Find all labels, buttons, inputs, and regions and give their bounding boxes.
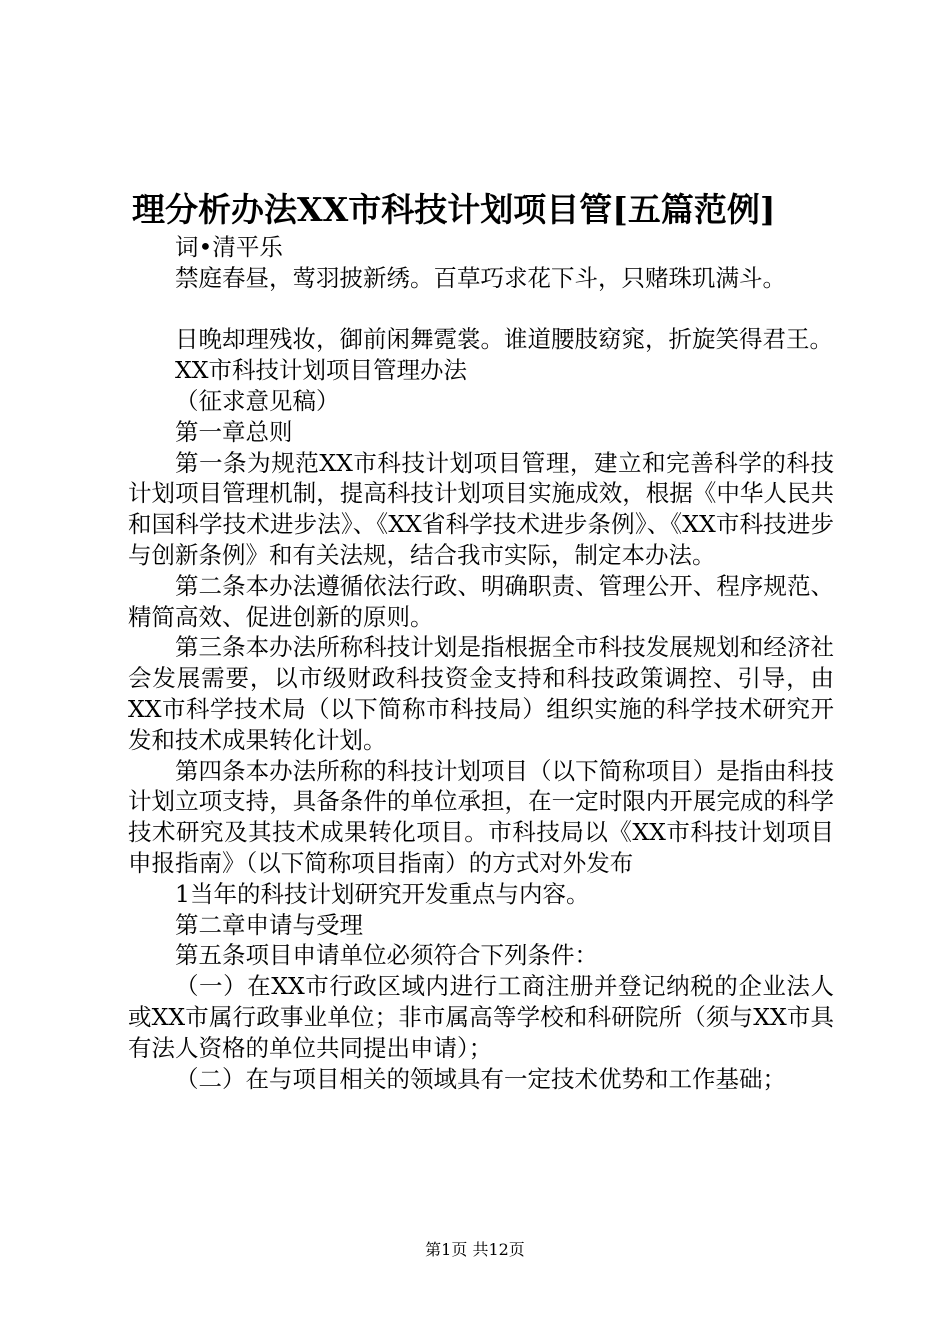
paragraph: 第三条本办法所称科技计划是指根据全市科技发展规划和经济社会发展需要，以市级财政科技资金支持和科技政策调控、引导，由XX市科学技术局（以下简称市科技局）组织实施的科学技术研究开发和技术成果转化计划。 — [128, 633, 834, 754]
page-footer: 第1页 共12页 — [425, 1240, 525, 1259]
paragraph: 词•清平乐 — [175, 233, 283, 261]
paragraph: 第一条为规范XX市科技计划项目管理，建立和完善科学的科技计划项目管理机制，提高科技计划项目实施成效，根据《中华人民共和国科学技术进步法》、《XX省科学技术进步条例》、《XX市科技进步与创新条例》和有关法规，结合我市实际，制定本办法。 — [128, 448, 834, 569]
paragraph: 第四条本办法所称的科技计划项目（以下简称项目）是指由科技计划立项支持，具备条件的单位承担，在一定时限内开展完成的科学技术研究及其技术成果转化项目。市科技局以《XX市科技计划项目申报指南》（以下简称项目指南）的方式对外发布 — [128, 756, 834, 877]
paragraph: 第五条项目申请单位必须符合下列条件： — [175, 941, 598, 970]
paragraph: 禁庭春昼，莺羽披新绣。百草巧求花下斗，只赌珠玑满斗。 — [175, 263, 786, 292]
paragraph: 1当年的科技计划研究开发重点与内容。 — [175, 879, 590, 908]
paragraph: （二）在与项目相关的领域具有一定技术优势和工作基础； — [175, 1064, 786, 1093]
chapter-heading: 第一章总则 — [175, 417, 293, 446]
paragraph: 第二条本办法遵循依法行政、明确职责、管理公开、程序规范、精简高效、促进创新的原则。 — [128, 571, 834, 631]
paragraph: （一）在XX市行政区域内进行工商注册并登记纳税的企业法人或XX市属行政事业单位；非市属高等学校和科研院所（须与XX市具有法人资格的单位共同提出申请）； — [128, 972, 834, 1062]
paragraph: （征求意见稿） — [175, 386, 340, 415]
paragraph: 日晚却理残妆，御前闲舞霓裳。谁道腰肢窈窕，折旋笑得君王。 — [175, 325, 833, 354]
chapter-heading: 第二章申请与受理 — [175, 910, 363, 939]
document-body — [128, 232, 834, 1094]
document-title: 理分析办法XX市科技计划项目管[五篇范例] — [132, 190, 776, 229]
paragraph: XX市科技计划项目管理办法 — [175, 356, 467, 385]
